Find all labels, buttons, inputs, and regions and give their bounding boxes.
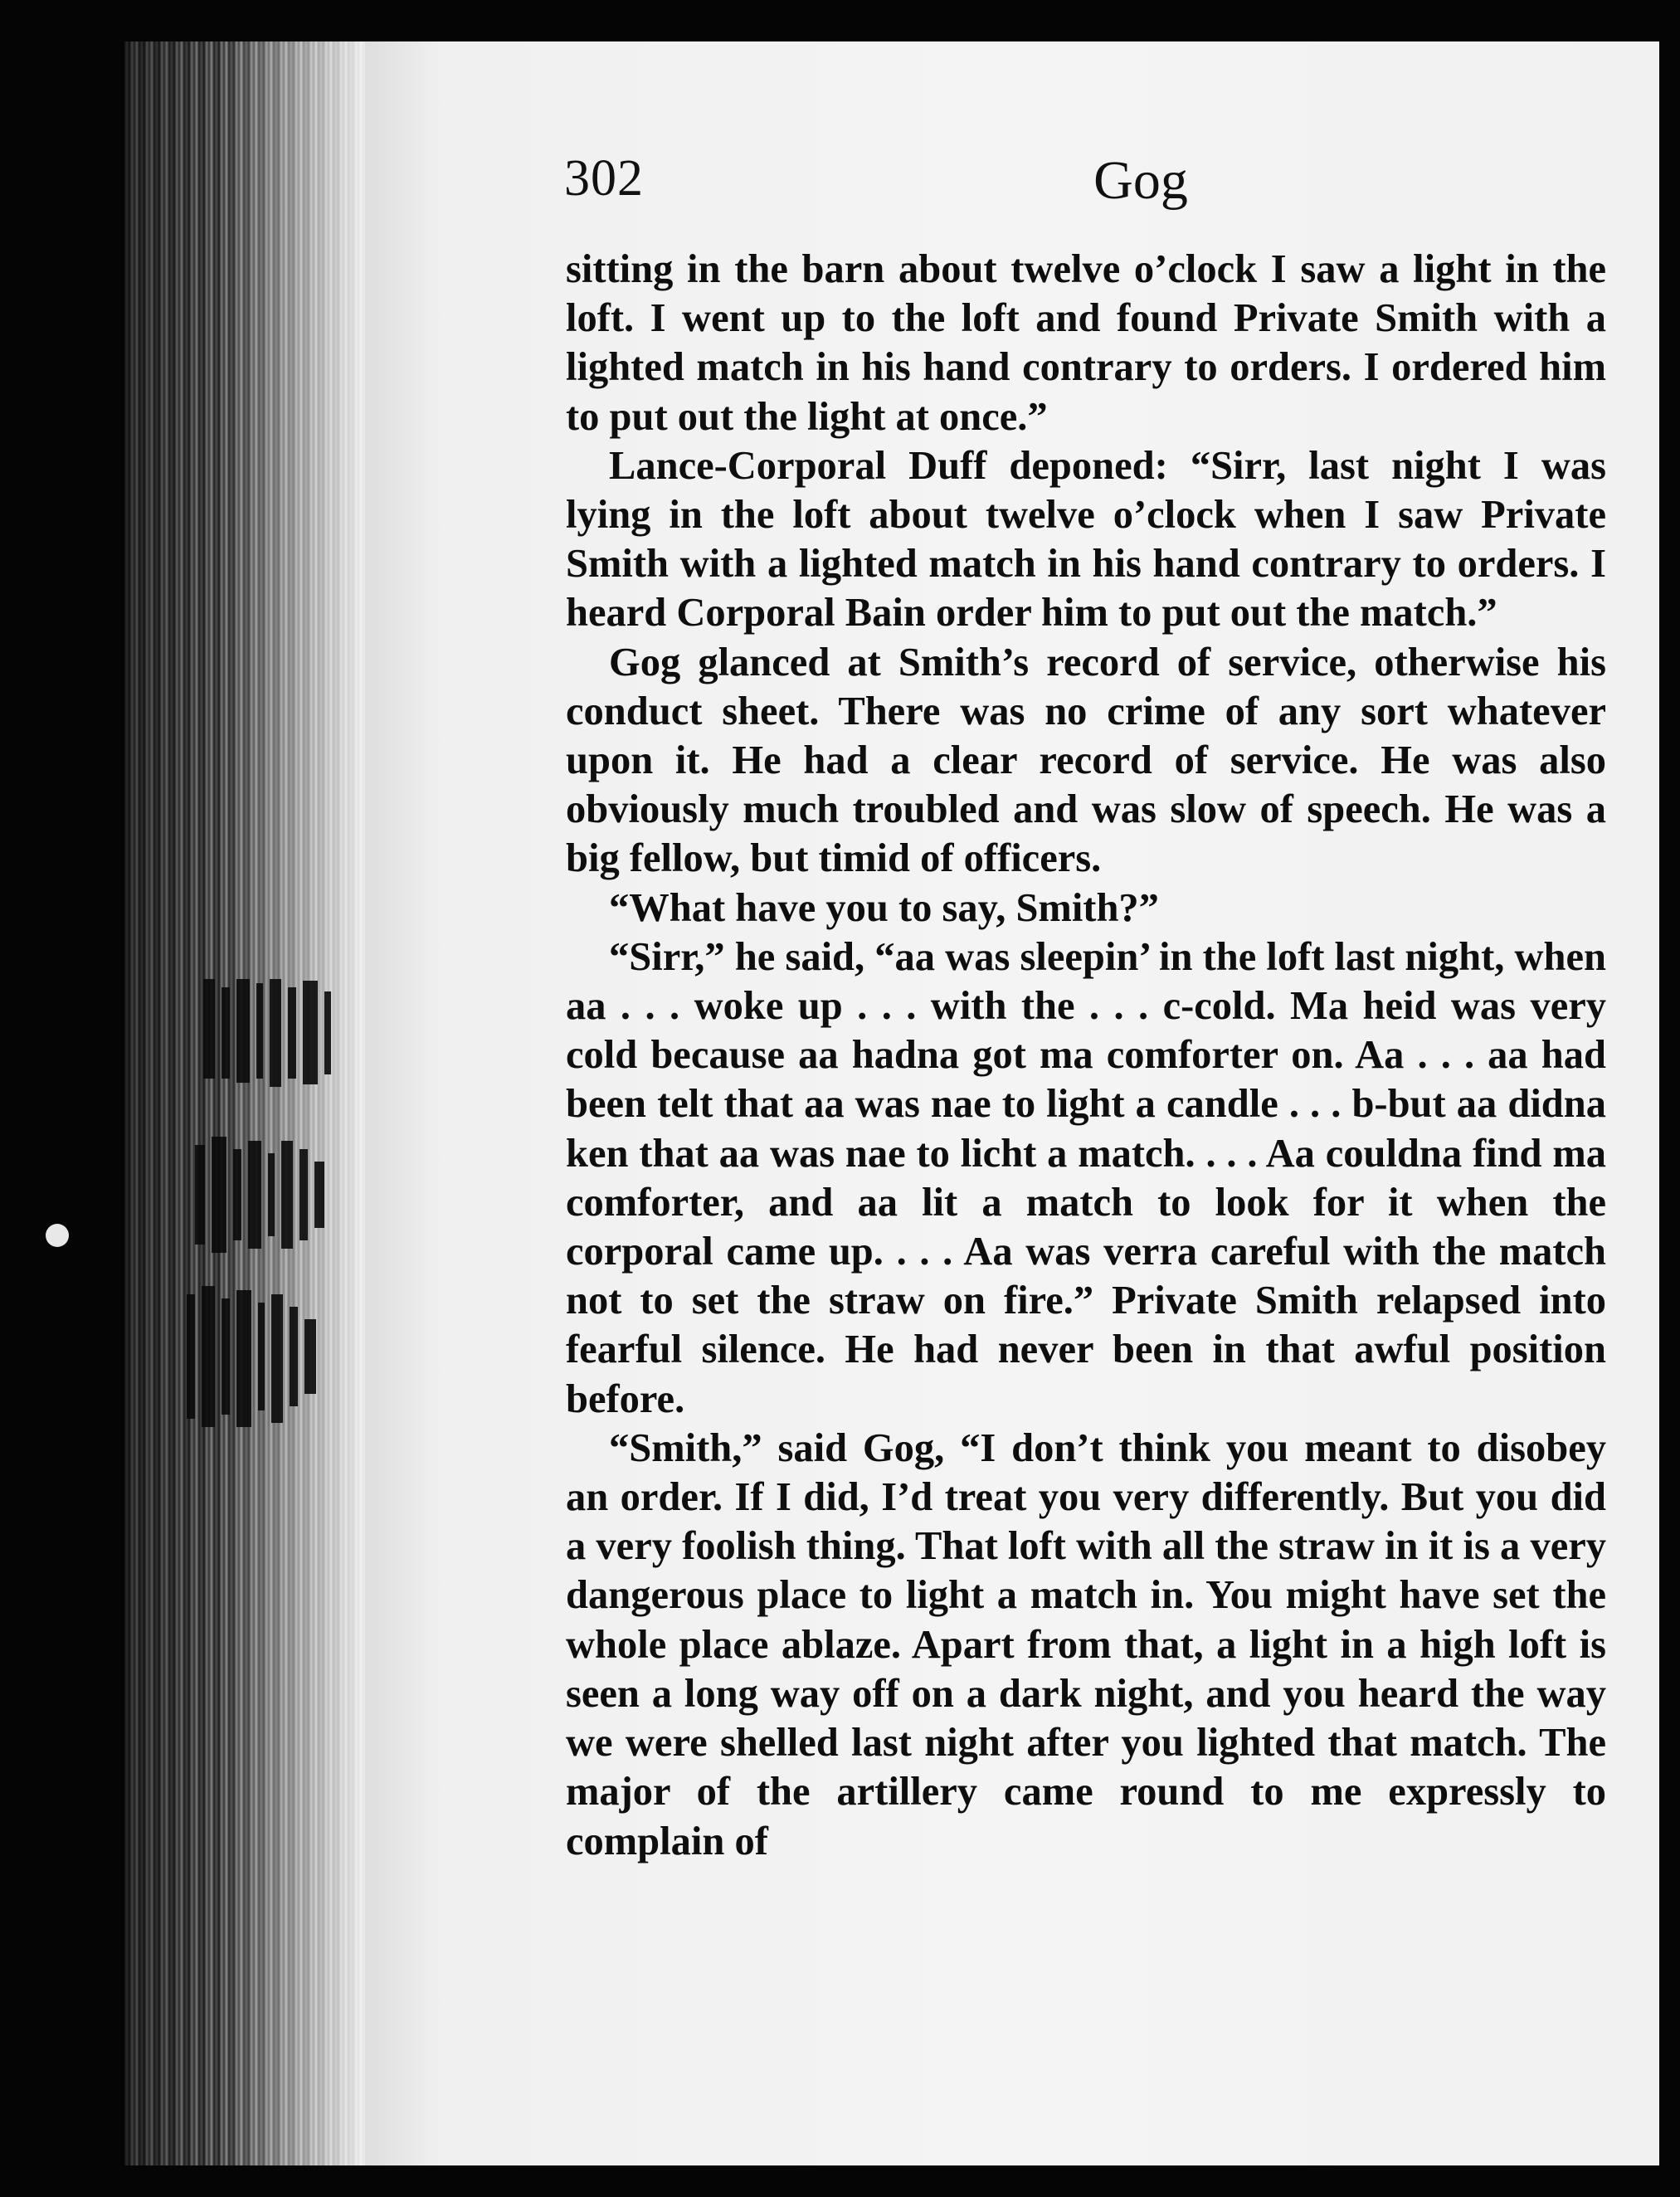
paragraph: Gog glanced at Smith’s record of service, otherwise his conduct sheet. There was no crime of any sort whatever upon it. He had a clear record of service. He was also obviously much troubled and was slow of speech. He was a big fellow, but timid of officers. xyxy=(566,640,1606,881)
paragraph: sitting in the barn about twelve o’clock I saw a light in the loft. I went up to the loft and found Private Smith with a lighted match in his hand contrary to orders. I ordered him to put out the light at once.” xyxy=(566,247,1606,439)
body-text xyxy=(566,245,1606,1866)
scan-speck xyxy=(46,1224,69,1247)
paragraph: “What have you to say, Smith?” xyxy=(609,885,1159,930)
running-head xyxy=(564,149,1634,224)
paragraph: “Sirr,” he said, “aa was sleepin’ in the loft last night, when aa . . . woke up . . . with the . . . c-cold. Ma heid was very cold because aa hadna got ma comforter on. Aa . . . aa had been telt that aa was nae to light a candle . . . b-but aa didna ken that aa was nae to licht a match. . . . Aa couldna find ma comforter, and aa lit a match to look for it when the corporal came up. . . . Aa was verra careful with the match not to set the straw on fire.” Private Smith relapsed into fearful silence. He had never been in that awful position before. xyxy=(566,934,1606,1421)
page-number: 302 xyxy=(564,150,644,207)
paragraph: Lance-Corporal Duff deponed: “Sirr, last night I was lying in the loft about twelve o’clock when I saw Private Smith with a lighted match in his hand contrary to orders. I heard Corporal Bain order him to put out the match.” xyxy=(566,443,1606,636)
running-title: Gog xyxy=(1093,150,1188,211)
paragraph: “Smith,” said Gog, “I don’t think you meant to disobey an order. If I did, I’d treat you very differently. But you did a very foolish thing. That loft with all the straw in it is a very dangerous place to light a match in. You might have set the whole place ablaze. Apart from that, a light in a high loft is seen a long way off on a dark night, and you heard the way we were shelled last night after you lighted that match. The major of the artillery came round to me expressly to complain of xyxy=(566,1425,1606,1863)
library-shelf-mark-icon xyxy=(170,971,353,1502)
book-page xyxy=(365,41,1659,2165)
